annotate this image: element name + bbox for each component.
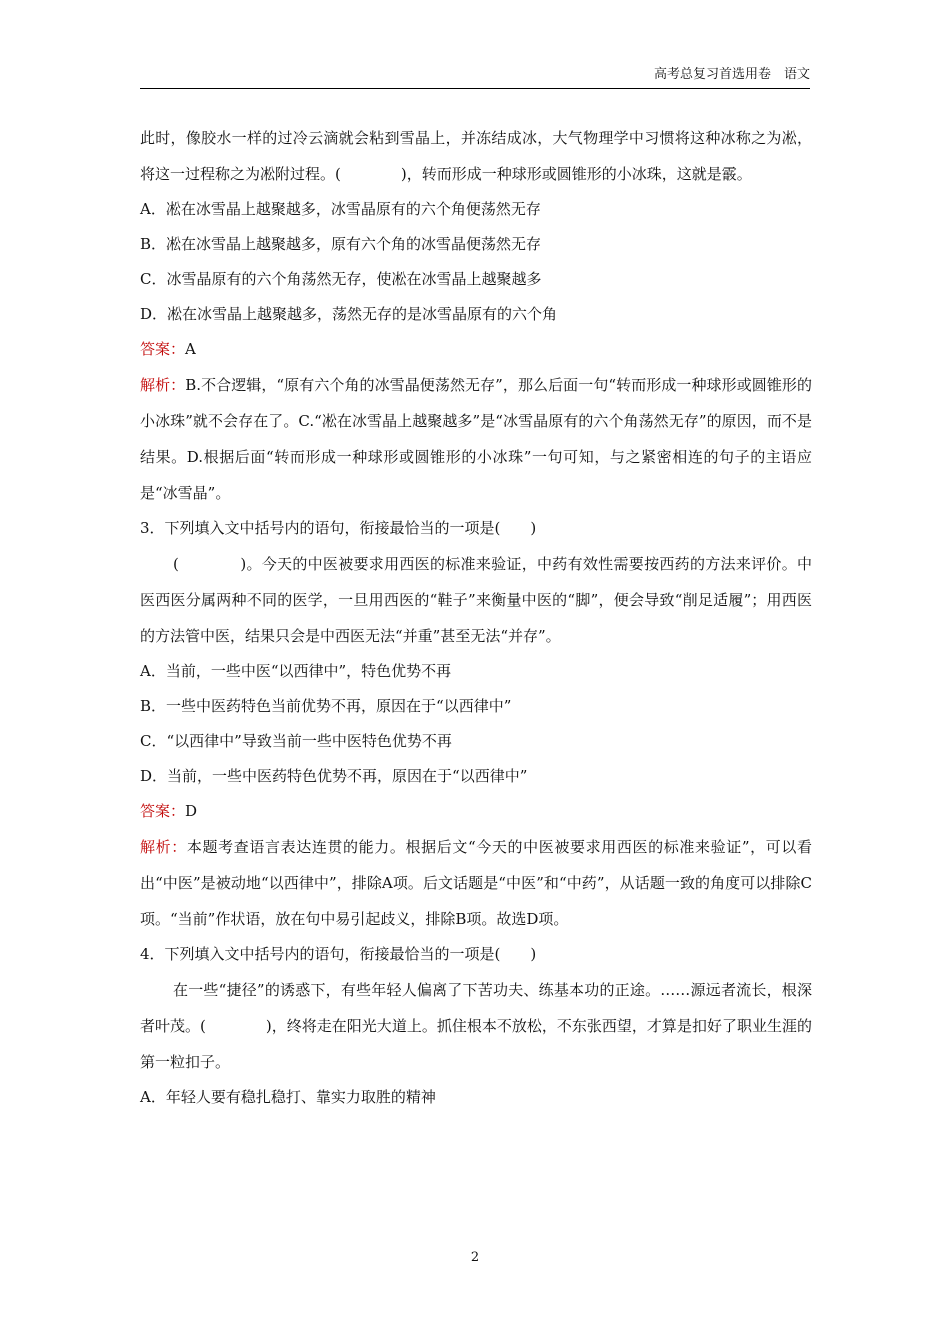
q2-option-a: A．凇在冰雪晶上越聚越多，冰雪晶原有的六个角便荡然无存 [140, 200, 541, 218]
q2-option-c: C．冰雪晶原有的六个角荡然无存，使凇在冰雪晶上越聚越多 [140, 270, 542, 288]
q2-analysis [140, 367, 812, 511]
page-number: 2 [470, 1250, 480, 1265]
q3-analysis [140, 829, 812, 937]
q3-option-c: C．“以西律中”导致当前一些中医特色优势不再 [140, 732, 452, 750]
q3-option-b: B．一些中医药特色当前优势不再，原因在于“以西律中” [140, 697, 512, 715]
answer-label: 答案： [140, 802, 186, 820]
analysis-label: 解析： [140, 376, 186, 394]
q2-option-d: D．凇在冰雪晶上越聚越多，荡然无存的是冰雪晶原有的六个角 [140, 305, 558, 323]
q2-option-b: B．凇在冰雪晶上越聚越多，原有六个角的冰雪晶便荡然无存 [140, 235, 542, 253]
q3-passage: ( )。今天的中医被要求用西医的标准来验证，中药有效性需要按西药的方法来评价。中医西医分属两种不同的医学，一旦用西医的“鞋子”来衡量中医的“脚”，便会导致“削足适履”；用西医的方法管中医，结果只会是中西医无法“并重”甚至无法“并存”。 [140, 555, 812, 645]
q2-passage: 此时，像胶水一样的过冷云滴就会粘到雪晶上，并冻结成冰，大气物理学中习惯将这种冰称之为凇，将这一过程称之为凇附过程。( )，转而形成一种球形或圆锥形的小冰珠，这就是霰。 [140, 129, 812, 183]
analysis-text: B.不合逻辑，“原有六个角的冰雪晶便荡然无存”，那么后面一句“转而形成一种球形或圆锥形的小冰珠”就不会存在了。C.“凇在冰雪晶上越聚越多”是“冰雪晶原有的六个角荡然无存”的原因，而不是结果。D.根据后面“转而形成一种球形或圆锥形的小冰珠”一句可知，与之紧密相连的句子的主语应是“冰雪晶”。 [140, 376, 812, 502]
document-body [140, 120, 812, 1115]
q3-stem: 3．下列填入文中括号内的语句，衔接最恰当的一项是( ) [140, 519, 537, 537]
header-title: 高考总复习首选用卷 语文 [653, 67, 810, 82]
q3-answer [140, 794, 812, 829]
q3-option-a: A．当前，一些中医“以西律中”，特色优势不再 [140, 662, 452, 680]
answer-value: A [185, 340, 196, 358]
q4-passage: 在一些“捷径”的诱惑下，有些年轻人偏离了下苦功夫、练基本功的正途。……源远者流长，根深者叶茂。( )，终将走在阳光大道上。抓住根本不放松，不东张西望，才算是扣好了职业生涯的第一粒扣子。 [140, 981, 812, 1071]
q4-stem: 4．下列填入文中括号内的语句，衔接最恰当的一项是( ) [140, 945, 537, 963]
analysis-text: 本题考查语言表达连贯的能力。根据后文“今天的中医被要求用西医的标准来验证”，可以看出“中医”是被动地“以西律中”，排除A项。后文话题是“中医”和“中药”，从话题一致的角度可以排除C项。“当前”作状语，放在句中易引起歧义，排除B项。故选D项。 [140, 838, 812, 928]
q2-answer [140, 332, 812, 367]
q4-option-a: A．年轻人要有稳扎稳打、靠实力取胜的精神 [140, 1088, 436, 1106]
answer-value: D [185, 802, 198, 820]
q3-option-d: D．当前，一些中医药特色优势不再，原因在于“以西律中” [140, 767, 528, 785]
page-header [140, 66, 810, 89]
answer-label: 答案： [140, 340, 186, 358]
analysis-label: 解析： [140, 838, 187, 856]
